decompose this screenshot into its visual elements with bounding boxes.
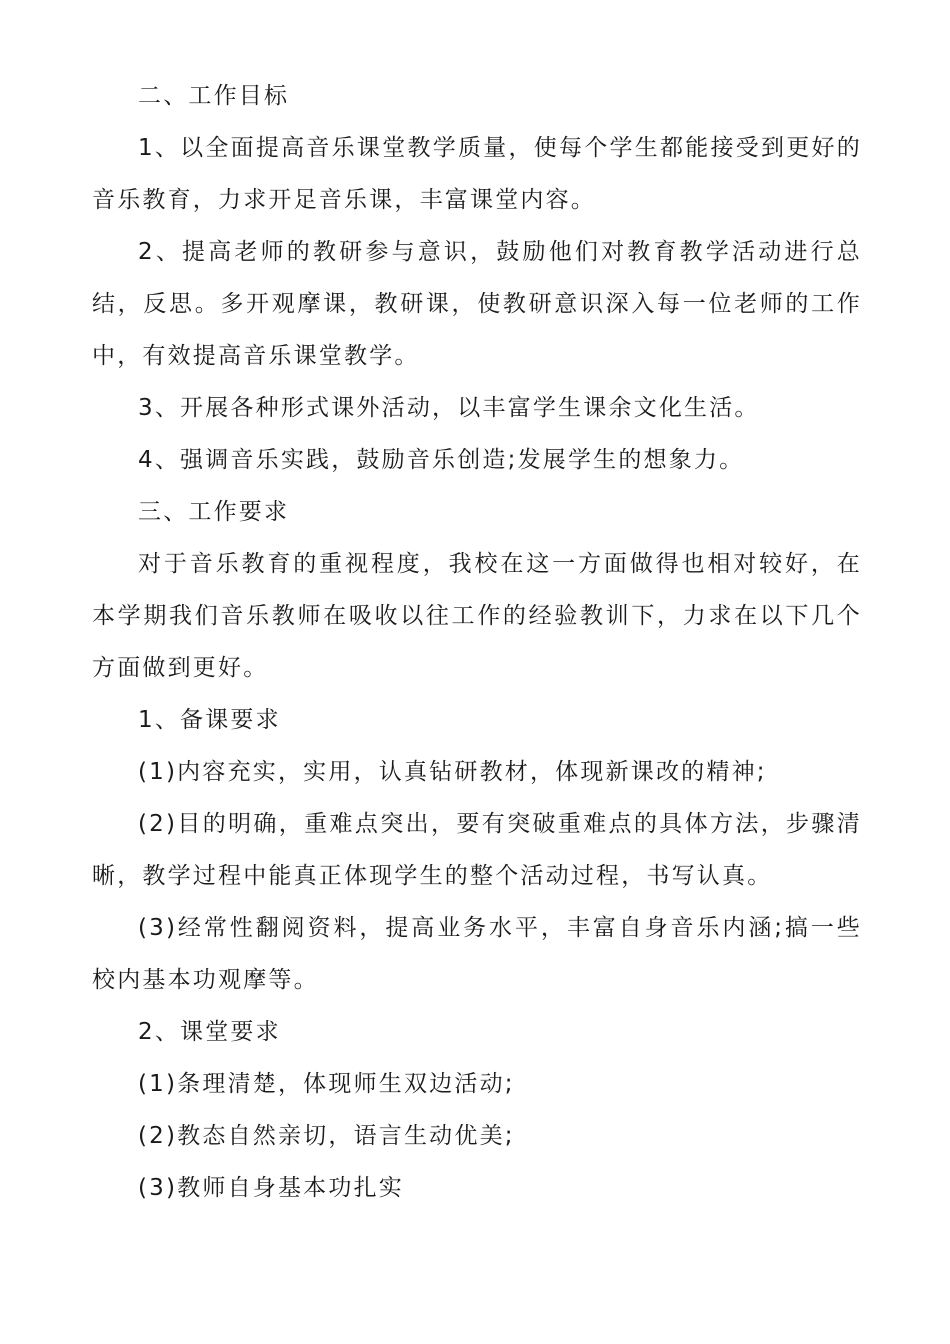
lesson-prep-item-3: (3)经常性翻阅资料，提高业务水平，丰富自身音乐内涵;搞一些校内基本功观摩等。 xyxy=(92,915,862,993)
document-body xyxy=(92,70,862,1214)
goal-item-2: 2、提高老师的教研参与意识，鼓励他们对教育教学活动进行总结，反思。多开观摩课，教研课，使教研意识深入每一位老师的工作中，有效提高音乐课堂教学。 xyxy=(92,239,862,369)
subheading-lesson-prep: 1、备课要求 xyxy=(138,707,281,733)
lesson-prep-item-1: (1)内容充实，实用，认真钻研教材，体现新课改的精神; xyxy=(138,759,767,785)
lesson-prep-item-2: (2)目的明确，重难点突出，要有突破重难点的具体方法，步骤清晰，教学过程中能真正体现学生的整个活动过程，书写认真。 xyxy=(92,811,862,889)
heading-work-requirements: 三、工作要求 xyxy=(138,499,290,525)
requirements-intro: 对于音乐教育的重视程度，我校在这一方面做得也相对较好，在本学期我们音乐教师在吸收以往工作的经验教训下，力求在以下几个方面做到更好。 xyxy=(92,551,862,681)
subheading-classroom: 2、课堂要求 xyxy=(138,1019,281,1045)
classroom-item-2: (2)教态自然亲切，语言生动优美; xyxy=(138,1123,515,1149)
goal-item-4: 4、强调音乐实践，鼓励音乐创造;发展学生的想象力。 xyxy=(138,447,745,473)
heading-work-goals: 二、工作目标 xyxy=(138,83,290,109)
classroom-item-1: (1)条理清楚，体现师生双边活动; xyxy=(138,1071,515,1097)
goal-item-1: 1、以全面提高音乐课堂教学质量，使每个学生都能接受到更好的音乐教育，力求开足音乐课，丰富课堂内容。 xyxy=(92,135,862,213)
goal-item-3: 3、开展各种形式课外活动，以丰富学生课余文化生活。 xyxy=(138,395,760,421)
classroom-item-3: (3)教师自身基本功扎实 xyxy=(138,1175,404,1201)
